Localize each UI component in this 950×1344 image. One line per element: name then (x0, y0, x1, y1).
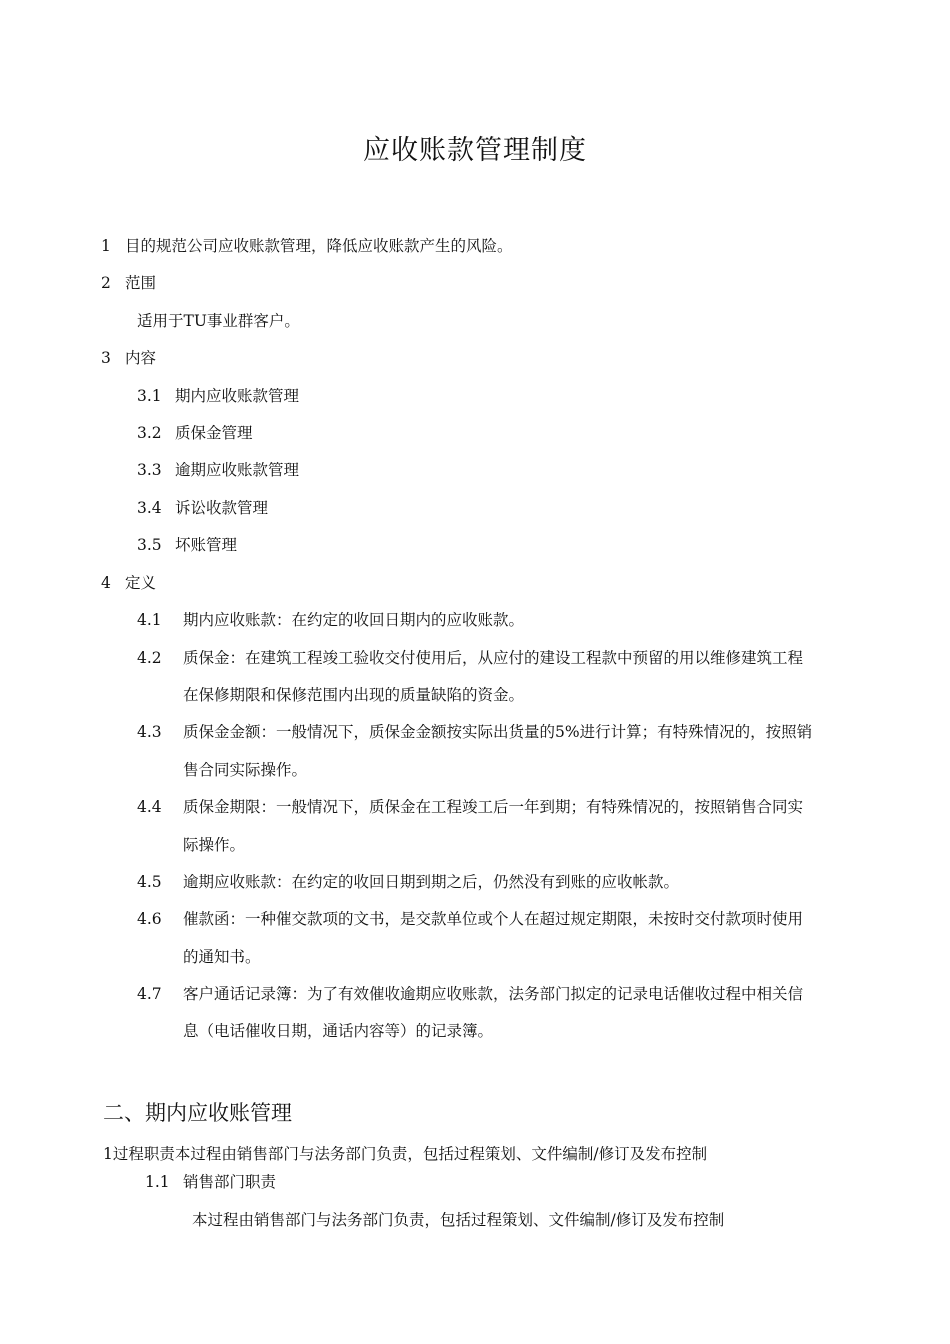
definition-text: 逾期应收账款：在约定的收回日期到期之后，仍然没有到账的应收帐款。 (183, 873, 680, 891)
section-heading: 二、期内应收账管理 (103, 1101, 292, 1125)
section-2-scope (101, 273, 156, 293)
item-text: 诉讼收款管理 (175, 499, 269, 517)
section-number: 2 (101, 274, 111, 292)
item-number: 3.2 (137, 424, 162, 442)
contents-item (137, 423, 253, 443)
document-title: 应收账款管理制度 (363, 135, 587, 166)
scope-body: 适用于TU事业群客户。 (137, 312, 300, 330)
subsection-heading (145, 1172, 276, 1192)
definition-item (137, 610, 524, 630)
item-number: 3.1 (137, 387, 162, 405)
item-number: 3.4 (137, 499, 162, 517)
definition-continuation: 在保修期限和保修范围内出现的质量缺陷的资金。 (183, 686, 525, 704)
section-4-definitions (101, 573, 156, 593)
item-text: 期内应收账款管理 (175, 387, 300, 405)
contents-item (137, 460, 299, 480)
item-number: 4.6 (137, 910, 162, 928)
definition-item (137, 722, 812, 742)
item-number: 4.7 (137, 985, 162, 1003)
definition-item (137, 909, 803, 929)
definition-text: 期内应收账款：在约定的收回日期内的应收账款。 (183, 611, 525, 629)
responsibility-line: 1过程职责本过程由销售部门与法务部门负责，包括过程策划、文件编制/修订及发布控制 (103, 1145, 708, 1163)
definition-text: 催款函：一种催交款项的文书，是交款单位或个人在超过规定期限，未按时交付款项时使用 (183, 910, 804, 928)
section-1-purpose (101, 236, 513, 256)
definition-continuation: 息（电话催收日期，通话内容等）的记录簿。 (183, 1022, 494, 1040)
section-number: 1 (101, 237, 111, 255)
item-text: 坏账管理 (175, 536, 238, 554)
contents-item (137, 386, 299, 406)
section-3-contents (101, 348, 156, 368)
section-text: 内容 (125, 349, 157, 367)
definition-text: 质保金期限：一般情况下，质保金在工程竣工后一年到期；有特殊情况的，按照销售合同实 (183, 798, 804, 816)
definition-item (137, 984, 803, 1004)
item-number: 4.2 (137, 649, 162, 667)
subsection-body: 本过程由销售部门与法务部门负责，包括过程策划、文件编制/修订及发布控制 (192, 1211, 725, 1229)
definition-continuation: 售合同实际操作。 (183, 761, 308, 779)
section-text: 目的规范公司应收账款管理，降低应收账款产生的风险。 (125, 237, 513, 255)
item-number: 3.3 (137, 461, 162, 479)
item-number: 4.1 (137, 611, 162, 629)
definition-item (137, 872, 679, 892)
contents-item (137, 498, 268, 518)
section-text: 定义 (125, 574, 157, 592)
item-number: 3.5 (137, 536, 162, 554)
item-text: 逾期应收账款管理 (175, 461, 300, 479)
section-number: 3 (101, 349, 111, 367)
definition-item (137, 648, 803, 668)
definition-continuation: 的通知书。 (183, 948, 261, 966)
definition-text: 质保金：在建筑工程竣工验收交付使用后，从应付的建设工程款中预留的用以维修建筑工程 (183, 649, 804, 667)
item-number: 1.1 (145, 1173, 170, 1191)
section-number: 4 (101, 574, 111, 592)
contents-item (137, 535, 237, 555)
item-number: 4.3 (137, 723, 162, 741)
definition-text: 质保金金额：一般情况下，质保金金额按实际出货量的5%进行计算；有特殊情况的，按照销 (183, 723, 813, 741)
section-text: 范围 (125, 274, 157, 292)
item-number: 4.5 (137, 873, 162, 891)
subsection-text: 销售部门职责 (183, 1173, 277, 1191)
item-number: 4.4 (137, 798, 162, 816)
definition-item (137, 797, 803, 817)
item-text: 质保金管理 (175, 424, 253, 442)
definition-continuation: 际操作。 (183, 836, 246, 854)
definition-text: 客户通话记录簿：为了有效催收逾期应收账款，法务部门拟定的记录电话催收过程中相关信 (183, 985, 804, 1003)
